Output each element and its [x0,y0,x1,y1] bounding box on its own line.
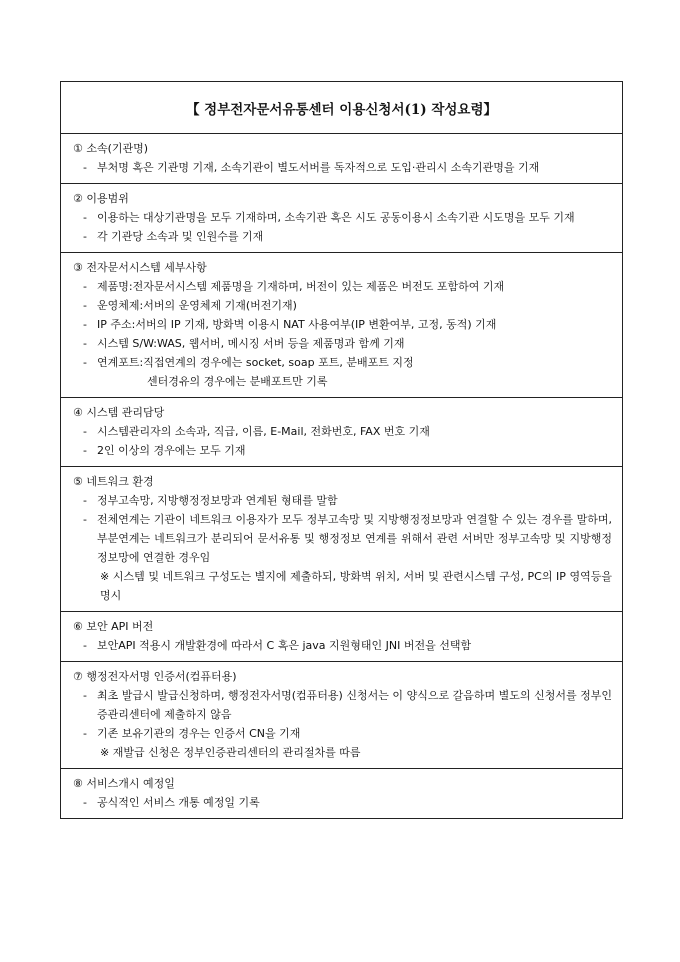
page-title: 【 정부전자문서유통센터 이용신청서(1) 작성요령】 [61,82,622,134]
section-heading: ⑧ 서비스개시 예정일 [73,777,175,790]
guide-table [60,81,623,819]
section-heading: ⑤ 네트워크 환경 [73,475,154,488]
section-security-api [61,612,622,662]
list-item: - 시스템 S/W:WAS, 웹서버, 메시징 서버 등을 제품명과 함께 기재 [83,337,405,350]
section-system-admin [61,398,622,467]
list-item: - 전체연계는 기관이 네트워크 이용자가 모두 정부고속망 및 지방행정정보망과 연결할 수 있는 경우를 말하며, 부분연계는 네트워크가 분리되어 문서유통 및 행정정보 연계를 위해서 관련 서버만 정부고속망 및 지방행정정보망에 연결한 경우임 [83,513,612,564]
list-item: - 기존 보유기관의 경우는 인증서 CN을 기재 [83,727,301,740]
section-network [61,467,622,612]
section-affiliation [61,134,622,184]
list-item: - 정부고속망, 지방행정정보망과 연계된 형태를 말함 [83,494,338,507]
list-item: - 공식적인 서비스 개통 예정일 기록 [83,796,260,809]
section-usage-scope [61,184,622,253]
list-item: - 운영체제:서버의 운영체제 기재(버전기재) [83,299,297,312]
list-item: - 최초 발급시 발급신청하며, 행정전자서명(컴퓨터용) 신청서는 이 양식으로 갈음하며 별도의 신청서를 정부인증관리센터에 제출하지 않음 [83,689,612,721]
section-heading: ⑥ 보안 API 버전 [73,620,154,633]
section-heading: ② 이용범위 [73,192,129,205]
note: ※ 재발급 신청은 정부인증관리센터의 관리절차를 따름 [100,746,361,759]
list-item: - 부처명 혹은 기관명 기재, 소속기관이 별도서버를 독자적으로 도입·관리시 소속기관명을 기재 [83,161,540,174]
list-item: - IP 주소:서버의 IP 기재, 방화벽 이용시 NAT 사용여부(IP 변환여부, 고정, 동적) 기재 [83,318,497,331]
section-certificate [61,662,622,769]
section-heading: ③ 전자문서시스템 세부사항 [73,261,207,274]
list-item: - 이용하는 대상기관명을 모두 기재하며, 소속기관 혹은 시도 공동이용시 소속기관 시도명을 모두 기재 [83,211,575,224]
section-system-details [61,253,622,398]
list-item-continuation: 센터경유의 경우에는 분배포트만 기록 [147,375,328,388]
list-item: - 2인 이상의 경우에는 모두 기재 [83,444,246,457]
section-heading: ④ 시스템 관리담당 [73,406,165,419]
note: ※ 시스템 및 네트워크 구성도는 별지에 제출하되, 방화벽 위치, 서버 및 관련시스템 구성, PC의 IP 영역등을 명시 [100,570,612,602]
list-item: - 시스템관리자의 소속과, 직급, 이름, E-Mail, 전화번호, FAX 번호 기재 [83,425,430,438]
list-item: - 연계포트:직접연계의 경우에는 socket, soap 포트, 분배포트 지정 [83,356,414,369]
list-item: - 각 기관당 소속과 및 인원수를 기재 [83,230,264,243]
section-heading: ① 소속(기관명) [73,142,149,155]
list-item: - 보안API 적용시 개발환경에 따라서 C 혹은 java 지원형태인 JNI 버전을 선택함 [83,639,472,652]
section-service-start [61,769,622,818]
list-item: - 제품명:전자문서시스템 제품명을 기재하며, 버전이 있는 제품은 버전도 포함하여 기재 [83,280,505,293]
section-heading: ⑦ 행정전자서명 인증서(컴퓨터용) [73,670,237,683]
